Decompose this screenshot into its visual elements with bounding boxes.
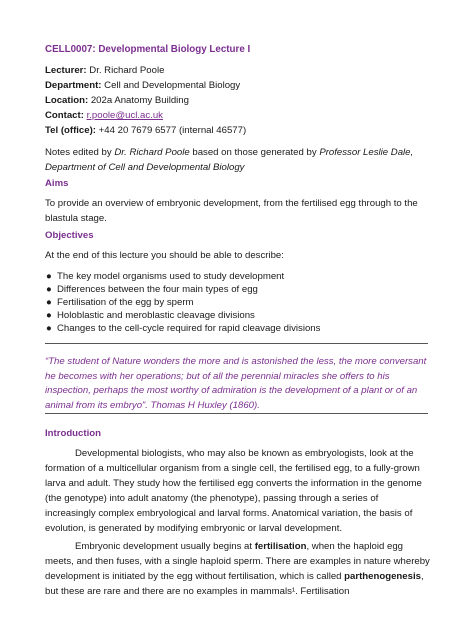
objectives-list	[45, 270, 320, 335]
department-label: Department:	[45, 80, 102, 91]
page-title: CELL0007: Developmental Biology Lecture I	[45, 44, 251, 55]
term-parthenogenesis: parthenogenesis	[344, 571, 421, 582]
bullet-icon: ●	[46, 323, 52, 334]
list-item: ● The key model organisms used to study development	[46, 271, 285, 282]
lecturer-line	[45, 63, 164, 78]
aims-heading: Aims	[45, 178, 69, 189]
bullet-icon: ●	[46, 297, 52, 308]
tel-line	[45, 123, 246, 138]
contact-email-link[interactable]: r.poole@ucl.ac.uk	[86, 110, 163, 121]
lecturer-label: Lecturer:	[45, 65, 87, 76]
list-item: ● Differences between the four main types of egg	[46, 284, 258, 295]
divider-bottom	[45, 413, 428, 414]
notes-prefix: Notes edited by	[45, 147, 115, 158]
notes-editor: Dr. Richard Poole	[114, 147, 190, 158]
list-item: ● Changes to the cell-cycle required for rapid cleavage divisions	[46, 323, 321, 334]
tel-label: Tel (office):	[45, 125, 96, 136]
objectives-heading: Objectives	[45, 230, 94, 241]
location-value: 202a Anatomy Building	[88, 95, 189, 106]
term-fertilisation: fertilisation	[254, 541, 307, 552]
contact-line	[45, 108, 163, 123]
aims-text: To provide an overview of embryonic development, from the fertilised egg through to the blastula stage.	[45, 198, 418, 224]
huxley-quote: “The student of Nature wonders the more and is astonished the less, the more conversant he becomes with her operations; but of all the perennial miracles she offers to his inspection, perhaps the most worthy of admiration is the development of a plant or of an animal from its embryo”. Thomas H Huxley (1860).	[45, 356, 427, 411]
introduction-paragraph-1: Developmental biologists, who may also be known as embryologists, look at the formation of a multicellular organism from a single cell, the fertilised egg, to a fully-grown larva and adult. They study how the fertilised egg converts the information in the genome (the genotype) into adult anatomy (the phenotype), passing through a series of increasingly complex embryological and larval forms. Anatomical variation, the basis of evolution, is generated by modifying embryonic or larval development.	[45, 448, 422, 534]
notes-paragraph	[45, 145, 430, 175]
introduction-heading: Introduction	[45, 428, 101, 439]
notes-middle: based on those generated by	[189, 147, 320, 158]
list-item: ● Fertilisation of the egg by sperm	[46, 297, 194, 308]
notes-original-author: Professor Leslie Dale, Department of Cell and Developmental Biology	[45, 147, 414, 173]
location-label: Location:	[45, 95, 89, 106]
list-item: ● Holoblastic and meroblastic cleavage divisions	[46, 310, 255, 321]
contact-label: Contact:	[45, 110, 84, 121]
bullet-icon: ●	[46, 271, 52, 282]
introduction-paragraph-2: Embryonic development usually begins at fertilisation, when the haploid egg meets, and then fuses, with a single haploid sperm. There are examples in nature whereby development is initiated by the egg without fertilisation, which is called parthenogenesis, but these are rare and there are no examples in mammals¹. Fertilisation	[45, 541, 430, 597]
tel-value: +44 20 7679 6577 (internal 46577)	[96, 125, 247, 136]
department-value: Cell and Developmental Biology	[101, 80, 241, 91]
objectives-intro: At the end of this lecture you should be able to describe:	[45, 250, 284, 261]
location-line	[45, 93, 189, 108]
divider-top	[45, 343, 428, 344]
bullet-icon: ●	[46, 284, 52, 295]
lecturer-value: Dr. Richard Poole	[86, 65, 165, 76]
department-line	[45, 78, 240, 93]
bullet-icon: ●	[46, 310, 52, 321]
